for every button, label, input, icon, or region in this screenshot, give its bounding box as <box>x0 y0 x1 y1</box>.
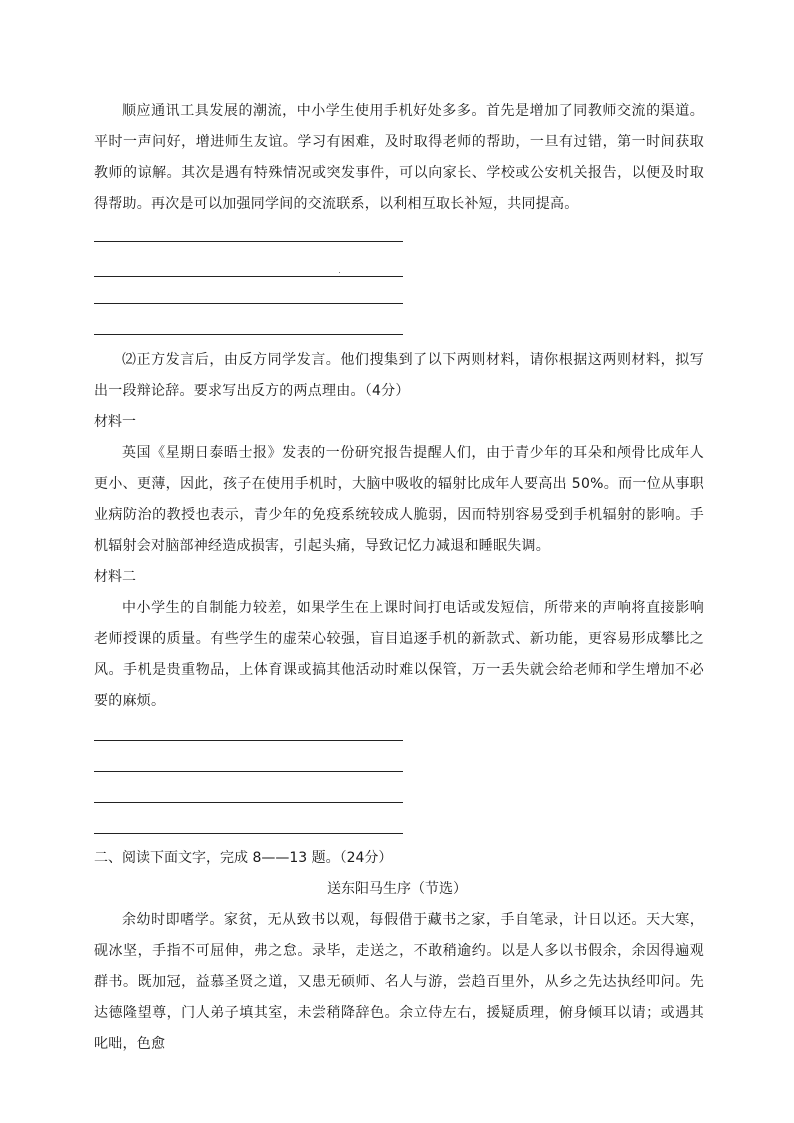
classical-passage: 余幼时即嗜学。家贫，无从致书以观，每假借于藏书之家，手自笔录，计日以还。天大寒，砚冰坚，手指不可屈伸，弗之怠。录毕，走送之，不敢稍逾约。以是人多以书假余，余因得遍观群书。既加冠，益慕圣贤之道，又患无硕师、名人与游，尝趋百里外，从乡之先达执经叩问。先达德隆望尊，门人弟子填其室，未尝稍降辞色。余立侍左右，援疑质理，俯身倾耳以请；或遇其叱咄，色愈 <box>94 912 704 1052</box>
answer-line <box>94 334 403 335</box>
material-1-label: 材料一 <box>94 414 136 430</box>
stray-mark <box>339 272 340 273</box>
section-2-heading: 二、阅读下面文字，完成 8——13 题。（24分） <box>94 850 393 866</box>
answer-line <box>94 303 403 304</box>
answer-line <box>94 771 403 772</box>
answer-line <box>94 276 403 277</box>
answer-line <box>94 802 403 803</box>
passage-title: 送东阳马生序（节选） <box>327 881 467 897</box>
passage-pro-argument: 顺应通讯工具发展的潮流，中小学生使用手机好处多多。首先是增加了同教师交流的渠道。平时一声问好，增进师生友谊。学习有困难，及时取得老师的帮助，一旦有过错，第一时间获取教师的谅解。其次是遇有特殊情况或突发事件，可以向家长、学校或公安机关报告，以便及时取得帮助。再次是可以加强同学间的交流联系，以利相互取长补短，共同提高。 <box>94 103 704 212</box>
material-2-text: 中小学生的自制能力较差，如果学生在上课时间打电话或发短信，所带来的声响将直接影响老师授课的质量。有些学生的虚荣心较强，盲目追逐手机的新款式、新功能，更容易形成攀比之风。手机是贵重物品，上体育课或搞其他活动时难以保管，万一丢失就会给老师和学生增加不必要的麻烦。 <box>94 600 704 709</box>
material-1-text: 英国《星期日泰晤士报》发表的一份研究报告提醒人们，由于青少年的耳朵和颅骨比成年人更小、更薄，因此，孩子在使用手机时，大脑中吸收的辐射比成年人要高出 50%。而一位从事职业病防治的教授也表示，青少年的免疫系统较成人脆弱，因而特别容易受到手机辐射的影响。手机辐射会对脑部神经造成损害，引起头痛，导致记忆力减退和睡眠失调。 <box>94 445 704 554</box>
answer-line <box>94 241 403 242</box>
answer-line <box>94 740 403 741</box>
answer-line <box>94 833 403 834</box>
question-2-prompt: ⑵正方发言后，由反方同学发言。他们搜集到了以下两则材料，请你根据这两则材料，拟写出一段辩论辞。要求写出反方的两点理由。（4分） <box>94 352 704 399</box>
material-2-label: 材料二 <box>94 569 136 585</box>
